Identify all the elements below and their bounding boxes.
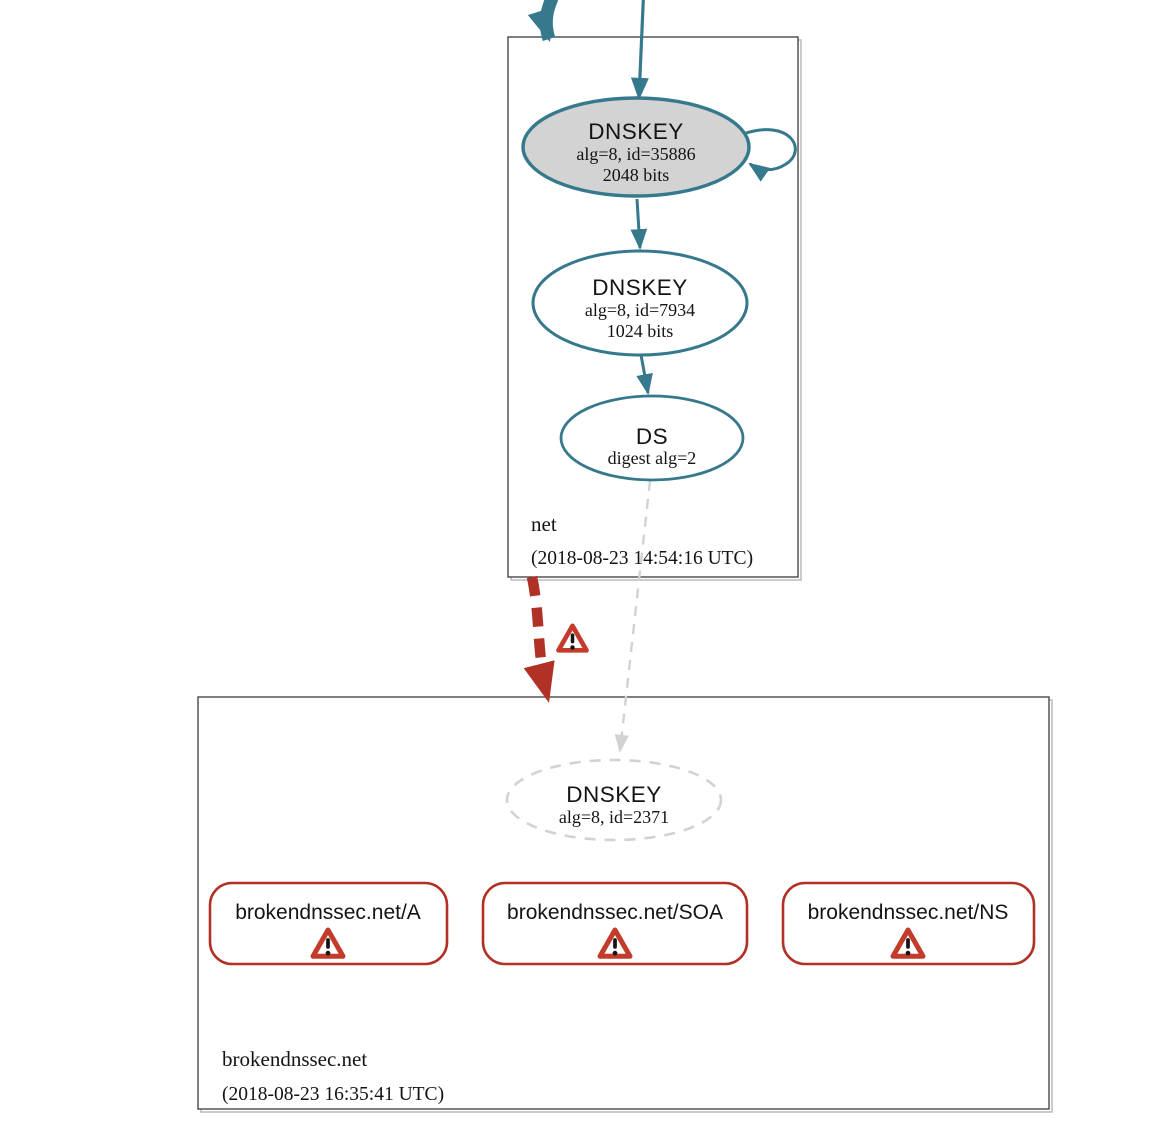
node-ds: [561, 396, 743, 480]
node-rrset-a-label: brokendnssec.net/A: [235, 901, 421, 924]
node-dnskey-ksk-bits: 2048 bits: [602, 165, 670, 185]
node-rrset-ns: [783, 883, 1034, 964]
node-rrset-soa: [483, 883, 747, 964]
node-rrset-ns-label: brokendnssec.net/NS: [807, 901, 1009, 924]
node-rrset-soa-label: brokendnssec.net/SOA: [507, 901, 723, 924]
edge-bogus-delegation: [532, 577, 548, 699]
node-dnskey-zsk: [533, 251, 747, 355]
zone-timestamp-net: (2018-08-23 14:54:16 UTC): [531, 548, 754, 569]
node-dnskey-2371-title: DNSKEY: [566, 782, 662, 807]
node-dnskey-zsk-alg: alg=8, id=7934: [584, 300, 696, 320]
node-dnskey-2371: [507, 760, 721, 840]
node-ds-title: DS: [635, 424, 669, 449]
node-dnskey-zsk-title: DNSKEY: [592, 275, 688, 300]
warning-icon-delegation: [559, 626, 587, 651]
node-rrset-a: [210, 883, 447, 964]
node-dnskey-ksk: [523, 98, 749, 196]
zone-name-net: net: [531, 512, 557, 536]
zone-name-brokendnssec: brokendnssec.net: [222, 1047, 368, 1071]
node-dnskey-ksk-title: DNSKEY: [588, 119, 684, 144]
node-dnskey-zsk-bits: 1024 bits: [606, 321, 674, 341]
zone-timestamp-brokendnssec: (2018-08-23 16:35:41 UTC): [222, 1084, 445, 1105]
node-dnskey-ksk-alg: alg=8, id=35886: [576, 144, 696, 164]
node-ds-digest: digest alg=2: [607, 448, 697, 468]
edge-trust-incoming-thick: [546, 0, 558, 39]
node-dnskey-2371-alg: alg=8, id=2371: [558, 807, 670, 827]
